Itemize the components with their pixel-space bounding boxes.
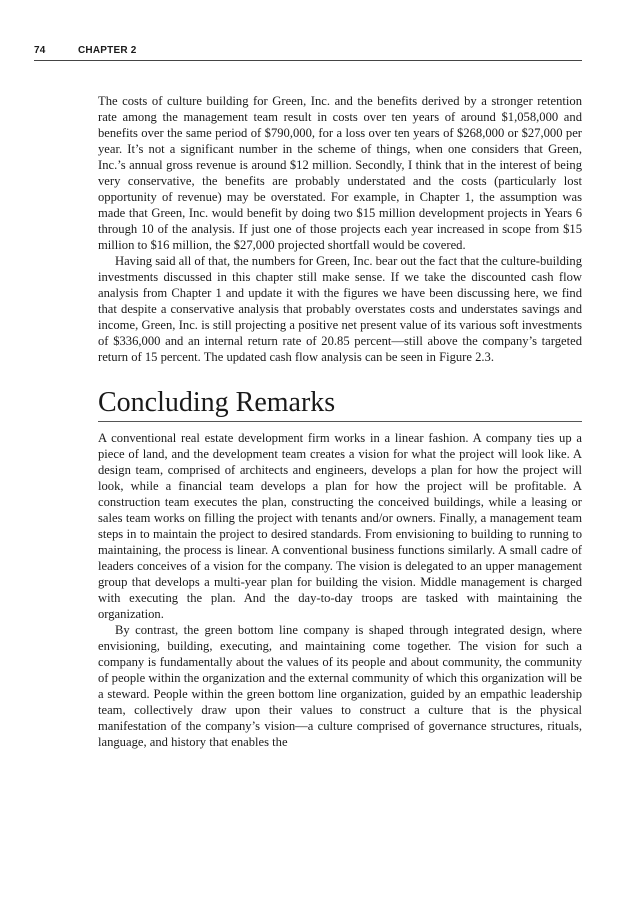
body-paragraph: By contrast, the green bottom line company is shaped through integrated design, where envisioning, building, executing, and maintaining come together. The vision for such a company is fundamentally about the values of its people and about community, the community of people within the organization and the external community of which this organization will be a steward. People within the green bottom line organization, guided by an empathic leadership team, collectively draw upon their values to construct a culture that is the physical manifestation of the company’s vision—a culture comprised of governance structures, rituals, language, and history that enables the xyxy=(98,623,582,749)
page-number: 74 xyxy=(34,45,46,56)
body-paragraph: The costs of culture building for Green, Inc. and the benefits derived by a stronger retention rate among the management team result in costs over ten years of around $1,058,000 and benefits over the same period of $790,000, for a loss over ten years of $268,000 or $27,000 per year. It’s not a significant number in the scheme of things, when one considers that Green, Inc.’s annual gross revenue is around $12 million. Secondly, I think that in the interest of being very conservative, the benefits are probably understated and the costs (particularly lost opportunity of revenue) may be overstated. For example, in Chapter 1, the assumption was made that Green, Inc. would benefit by doing two $15 million development projects in Years 6 through 10 of the analysis. If just one of those projects each year increased in scope from $15 million to $16 million, the $27,000 projected shortfall would be covered. xyxy=(98,94,582,252)
chapter-label: CHAPTER 2 xyxy=(78,45,137,56)
page-content xyxy=(98,93,582,750)
section-heading: Concluding Remarks xyxy=(98,386,582,422)
running-header xyxy=(34,44,582,61)
body-paragraph: A conventional real estate development firm works in a linear fashion. A company ties up a piece of land, and the development team creates a vision for what the project will look like. A design team, comprised of architects and engineers, develops a plan for how the project will look, while a financial team develops a plan for how the project will be profitable. A construction team executes the plan, constructing the conceived buildings, while a leasing or sales team works on filling the project with tenants and/or owners. Finally, a management team steps in to maintain the project to desired standards. From envisioning to building to running to maintaining, the process is linear. A conventional business functions similarly. A small cadre of leaders conceives of a vision for the company. The vision is delegated to an upper management group that develops a multi-year plan for building the vision. Middle management is charged with executing the plan. And the day-to-day troops are tasked with maintaining the organization. xyxy=(98,431,582,621)
body-paragraph: Having said all of that, the numbers for Green, Inc. bear out the fact that the culture-building investments discussed in this chapter still make sense. If we take the discounted cash flow analysis from Chapter 1 and update it with the figures we have been discussing here, we find that despite a conservative analysis that probably overstates costs and understates savings and income, Green, Inc. is still projecting a positive net present value of its various soft investments of $336,000 and an internal return rate of 20.85 percent—still above the company’s targeted return of 15 percent. The updated cash flow analysis can be seen in Figure 2.3. xyxy=(98,254,582,364)
